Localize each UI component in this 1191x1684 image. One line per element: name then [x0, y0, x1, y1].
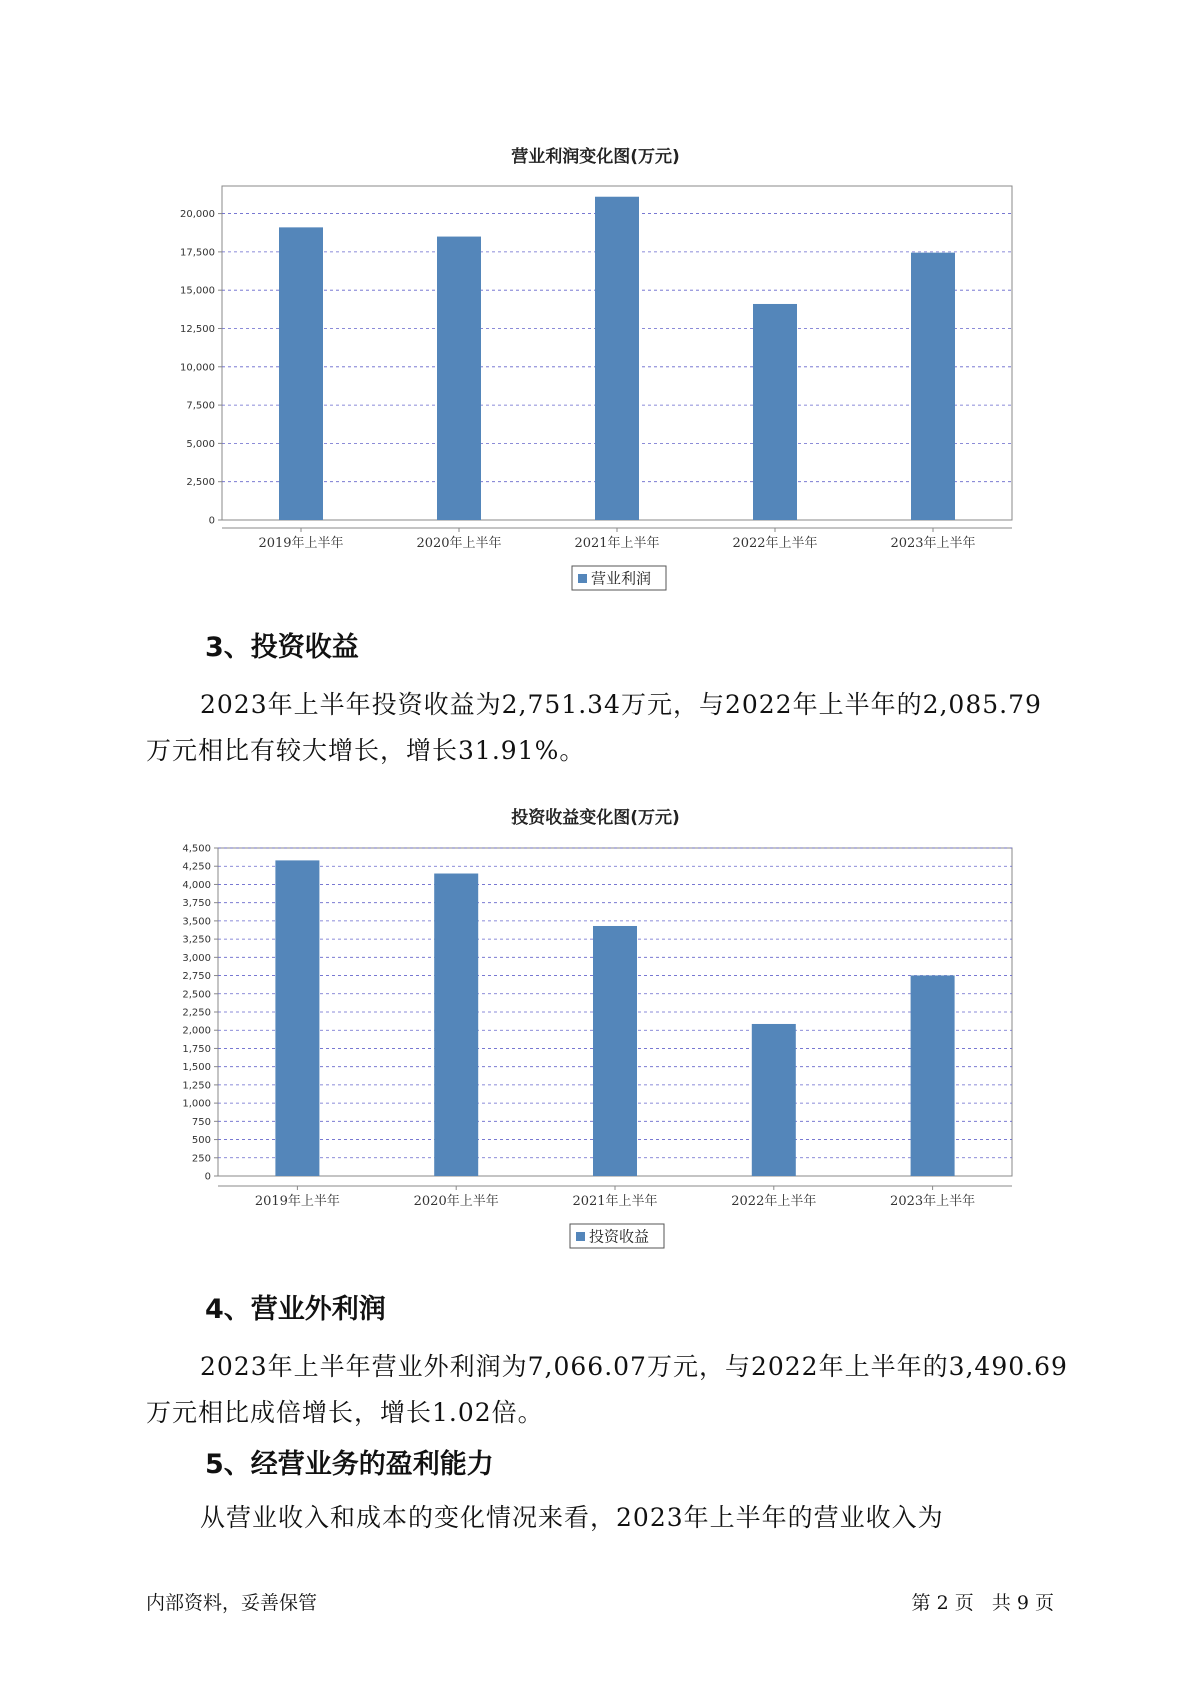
- y-tick-label: 4,500: [182, 843, 211, 855]
- chart-title-operating-profit: 营业利润变化图(万元): [511, 147, 680, 167]
- section-4-heading: 4、营业外利润: [205, 1294, 386, 1325]
- x-tick-label: 2019年上半年: [258, 536, 344, 551]
- section-3-line-1: 2023年上半年投资收益为2,751.34万元，与2022年上半年的2,085.79: [200, 690, 1042, 719]
- y-tick-label: 3,000: [182, 952, 211, 964]
- y-tick-label: 2,250: [182, 1007, 211, 1019]
- y-tick-label: 2,500: [182, 989, 211, 1001]
- y-tick-label: 500: [191, 1135, 211, 1147]
- y-tick-label: 0: [208, 515, 215, 527]
- y-tick-label: 10,000: [180, 362, 215, 374]
- x-tick-label: 2023年上半年: [890, 536, 976, 551]
- y-tick-label: 4,000: [182, 879, 211, 891]
- y-tick-label: 20,000: [180, 209, 215, 221]
- legend-label: 投资收益: [589, 1227, 650, 1246]
- x-tick-label: 2022年上半年: [732, 536, 818, 551]
- y-tick-label: 15,000: [180, 285, 215, 297]
- y-tick-label: 3,750: [182, 898, 211, 910]
- y-tick-label: 2,750: [182, 971, 211, 983]
- section-5-line-1: 从营业收入和成本的变化情况来看，2023年上半年的营业收入为: [200, 1503, 944, 1532]
- footer-confidential-note: 内部资料，妥善保管: [146, 1592, 318, 1614]
- section-4-line-2: 万元相比成倍增长，增长1.02倍。: [146, 1398, 544, 1427]
- section-3-line-2: 万元相比有较大增长，增长31.91%。: [146, 736, 586, 765]
- section-5-paragraph: [146, 1495, 1081, 1541]
- y-tick-label: 750: [191, 1116, 211, 1128]
- y-tick-label: 1,750: [182, 1043, 211, 1055]
- x-tick-label: 2022年上半年: [731, 1194, 817, 1209]
- legend-swatch: [576, 1232, 585, 1241]
- x-tick-label: 2020年上半年: [413, 1194, 499, 1209]
- y-tick-label: 2,000: [182, 1025, 211, 1037]
- section-5-heading: 5、经营业务的盈利能力: [205, 1449, 494, 1480]
- bar-2020年上半年: [434, 874, 478, 1176]
- y-tick-label: 0: [204, 1171, 211, 1183]
- y-tick-label: 17,500: [180, 247, 215, 259]
- bar-2019年上半年: [275, 860, 319, 1176]
- bar-2021年上半年: [593, 926, 637, 1176]
- legend: [570, 1224, 664, 1248]
- y-tick-label: 1,250: [182, 1080, 211, 1092]
- x-tick-label: 2019年上半年: [254, 1194, 340, 1209]
- x-tick-label: 2020年上半年: [416, 536, 502, 551]
- y-tick-label: 12,500: [180, 323, 215, 335]
- y-tick-label: 1,000: [182, 1098, 211, 1110]
- x-tick-label: 2023年上半年: [890, 1194, 976, 1209]
- bar-2023年上半年: [911, 975, 955, 1176]
- y-tick-label: 250: [191, 1153, 211, 1165]
- footer-page-number: 第 2 页 共 9 页: [911, 1592, 1054, 1614]
- section-4-line-1: 2023年上半年营业外利润为7,066.07万元，与2022年上半年的3,490.69: [200, 1352, 1068, 1381]
- y-tick-label: 2,500: [186, 477, 215, 489]
- y-tick-label: 5,000: [186, 438, 215, 450]
- y-tick-label: 3,250: [182, 934, 211, 946]
- y-tick-label: 1,500: [182, 1062, 211, 1074]
- section-3-heading: 3、投资收益: [205, 632, 359, 663]
- x-tick-label: 2021年上半年: [574, 536, 660, 551]
- y-tick-label: 4,250: [182, 861, 211, 873]
- chart-title-investment-income: 投资收益变化图(万元): [511, 808, 680, 828]
- bar-2022年上半年: [752, 1024, 796, 1176]
- section-4-paragraph: [146, 1344, 1081, 1436]
- y-tick-label: 3,500: [182, 916, 211, 928]
- x-tick-label: 2021年上半年: [572, 1194, 658, 1209]
- legend-label: 营业利润: [591, 569, 652, 588]
- y-tick-label: 7,500: [186, 400, 215, 412]
